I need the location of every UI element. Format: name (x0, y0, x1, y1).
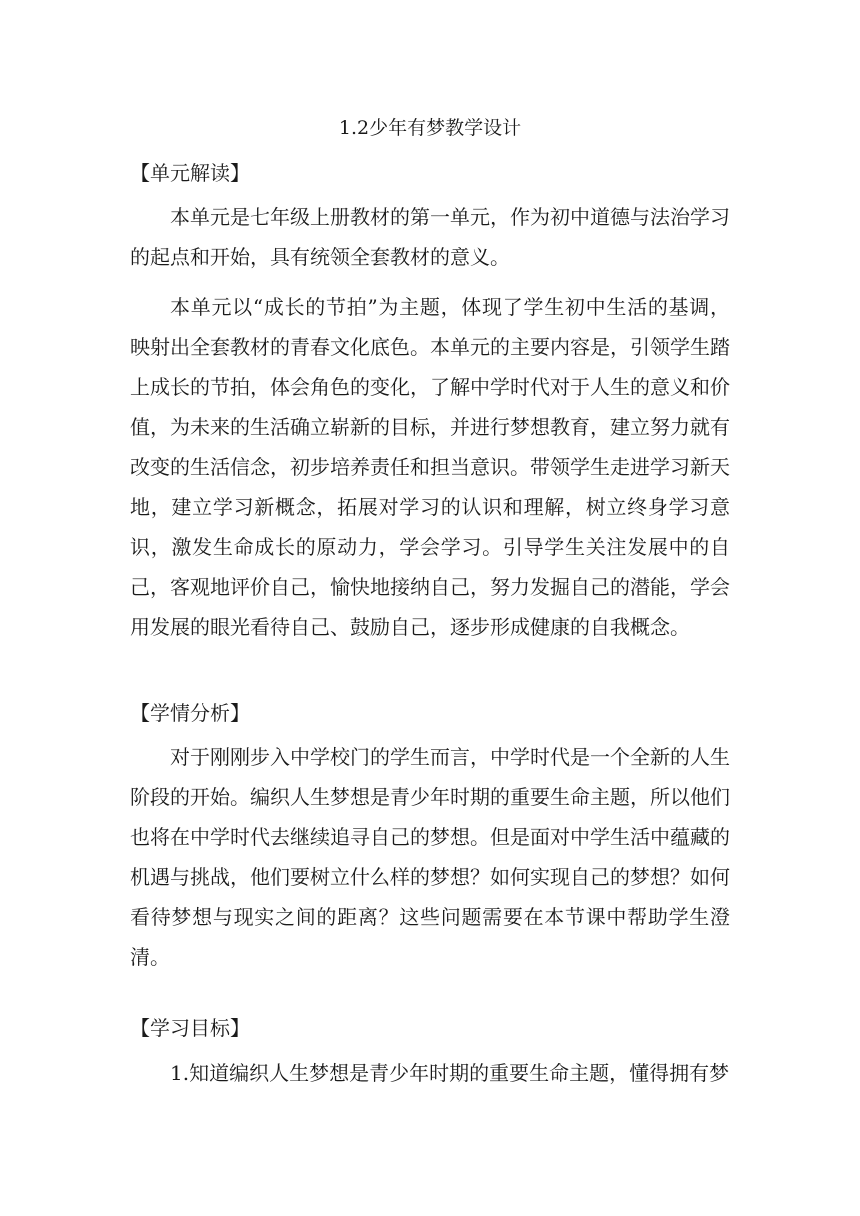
document-title: 1.2少年有梦教学设计 (338, 117, 522, 139)
section-heading-unit-reading: 【单元解读】 (130, 161, 250, 185)
paragraph-unit-content: 本单元以“成长的节拍”为主题，体现了学生初中生活的基调，映射出全套教材的青春文化底色。本单元的主要内容是，引领学生踏上成长的节拍，体会角色的变化，了解中学时代对于人生的意义和价值，为未来的生活确立崭新的目标，并进行梦想教育，建立努力就有改变的生活信念，初步培养责任和担当意识。带领学生走进学习新天地，建立学习新概念，拓展对学习的认识和理解，树立终身学习意识，激发生命成长的原动力，学会学习。引导学生关注发展中的自己，客观地评价自己，愉快地接纳自己，努力发掘自己的潜能，学会用发展的眼光看待自己、鼓励自己，逐步形成健康的自我概念。 (130, 295, 730, 639)
paragraph-learner-analysis: 对于刚刚步入中学校门的学生而言，中学时代是一个全新的人生阶段的开始。编织人生梦想是青少年时期的重要生命主题，所以他们也将在中学时代去继续追寻自己的梦想。但是面对中学生活中蕴藏的机遇与挑战，他们要树立什么样的梦想？如何实现自己的梦想？如何看待梦想与现实之间的距离？这些问题需要在本节课中帮助学生澄清。 (130, 745, 730, 969)
section-heading-learning-goals: 【学习目标】 (130, 1016, 250, 1040)
paragraph-learning-goal-1: 1.知道编织人生梦想是青少年时期的重要生命主题，懂得拥有梦 (170, 1061, 730, 1085)
section-heading-learner-analysis: 【学情分析】 (130, 701, 250, 725)
paragraph-unit-intro: 本单元是七年级上册教材的第一单元，作为初中道德与法治学习的起点和开始，具有统领全套教材的意义。 (130, 205, 730, 269)
